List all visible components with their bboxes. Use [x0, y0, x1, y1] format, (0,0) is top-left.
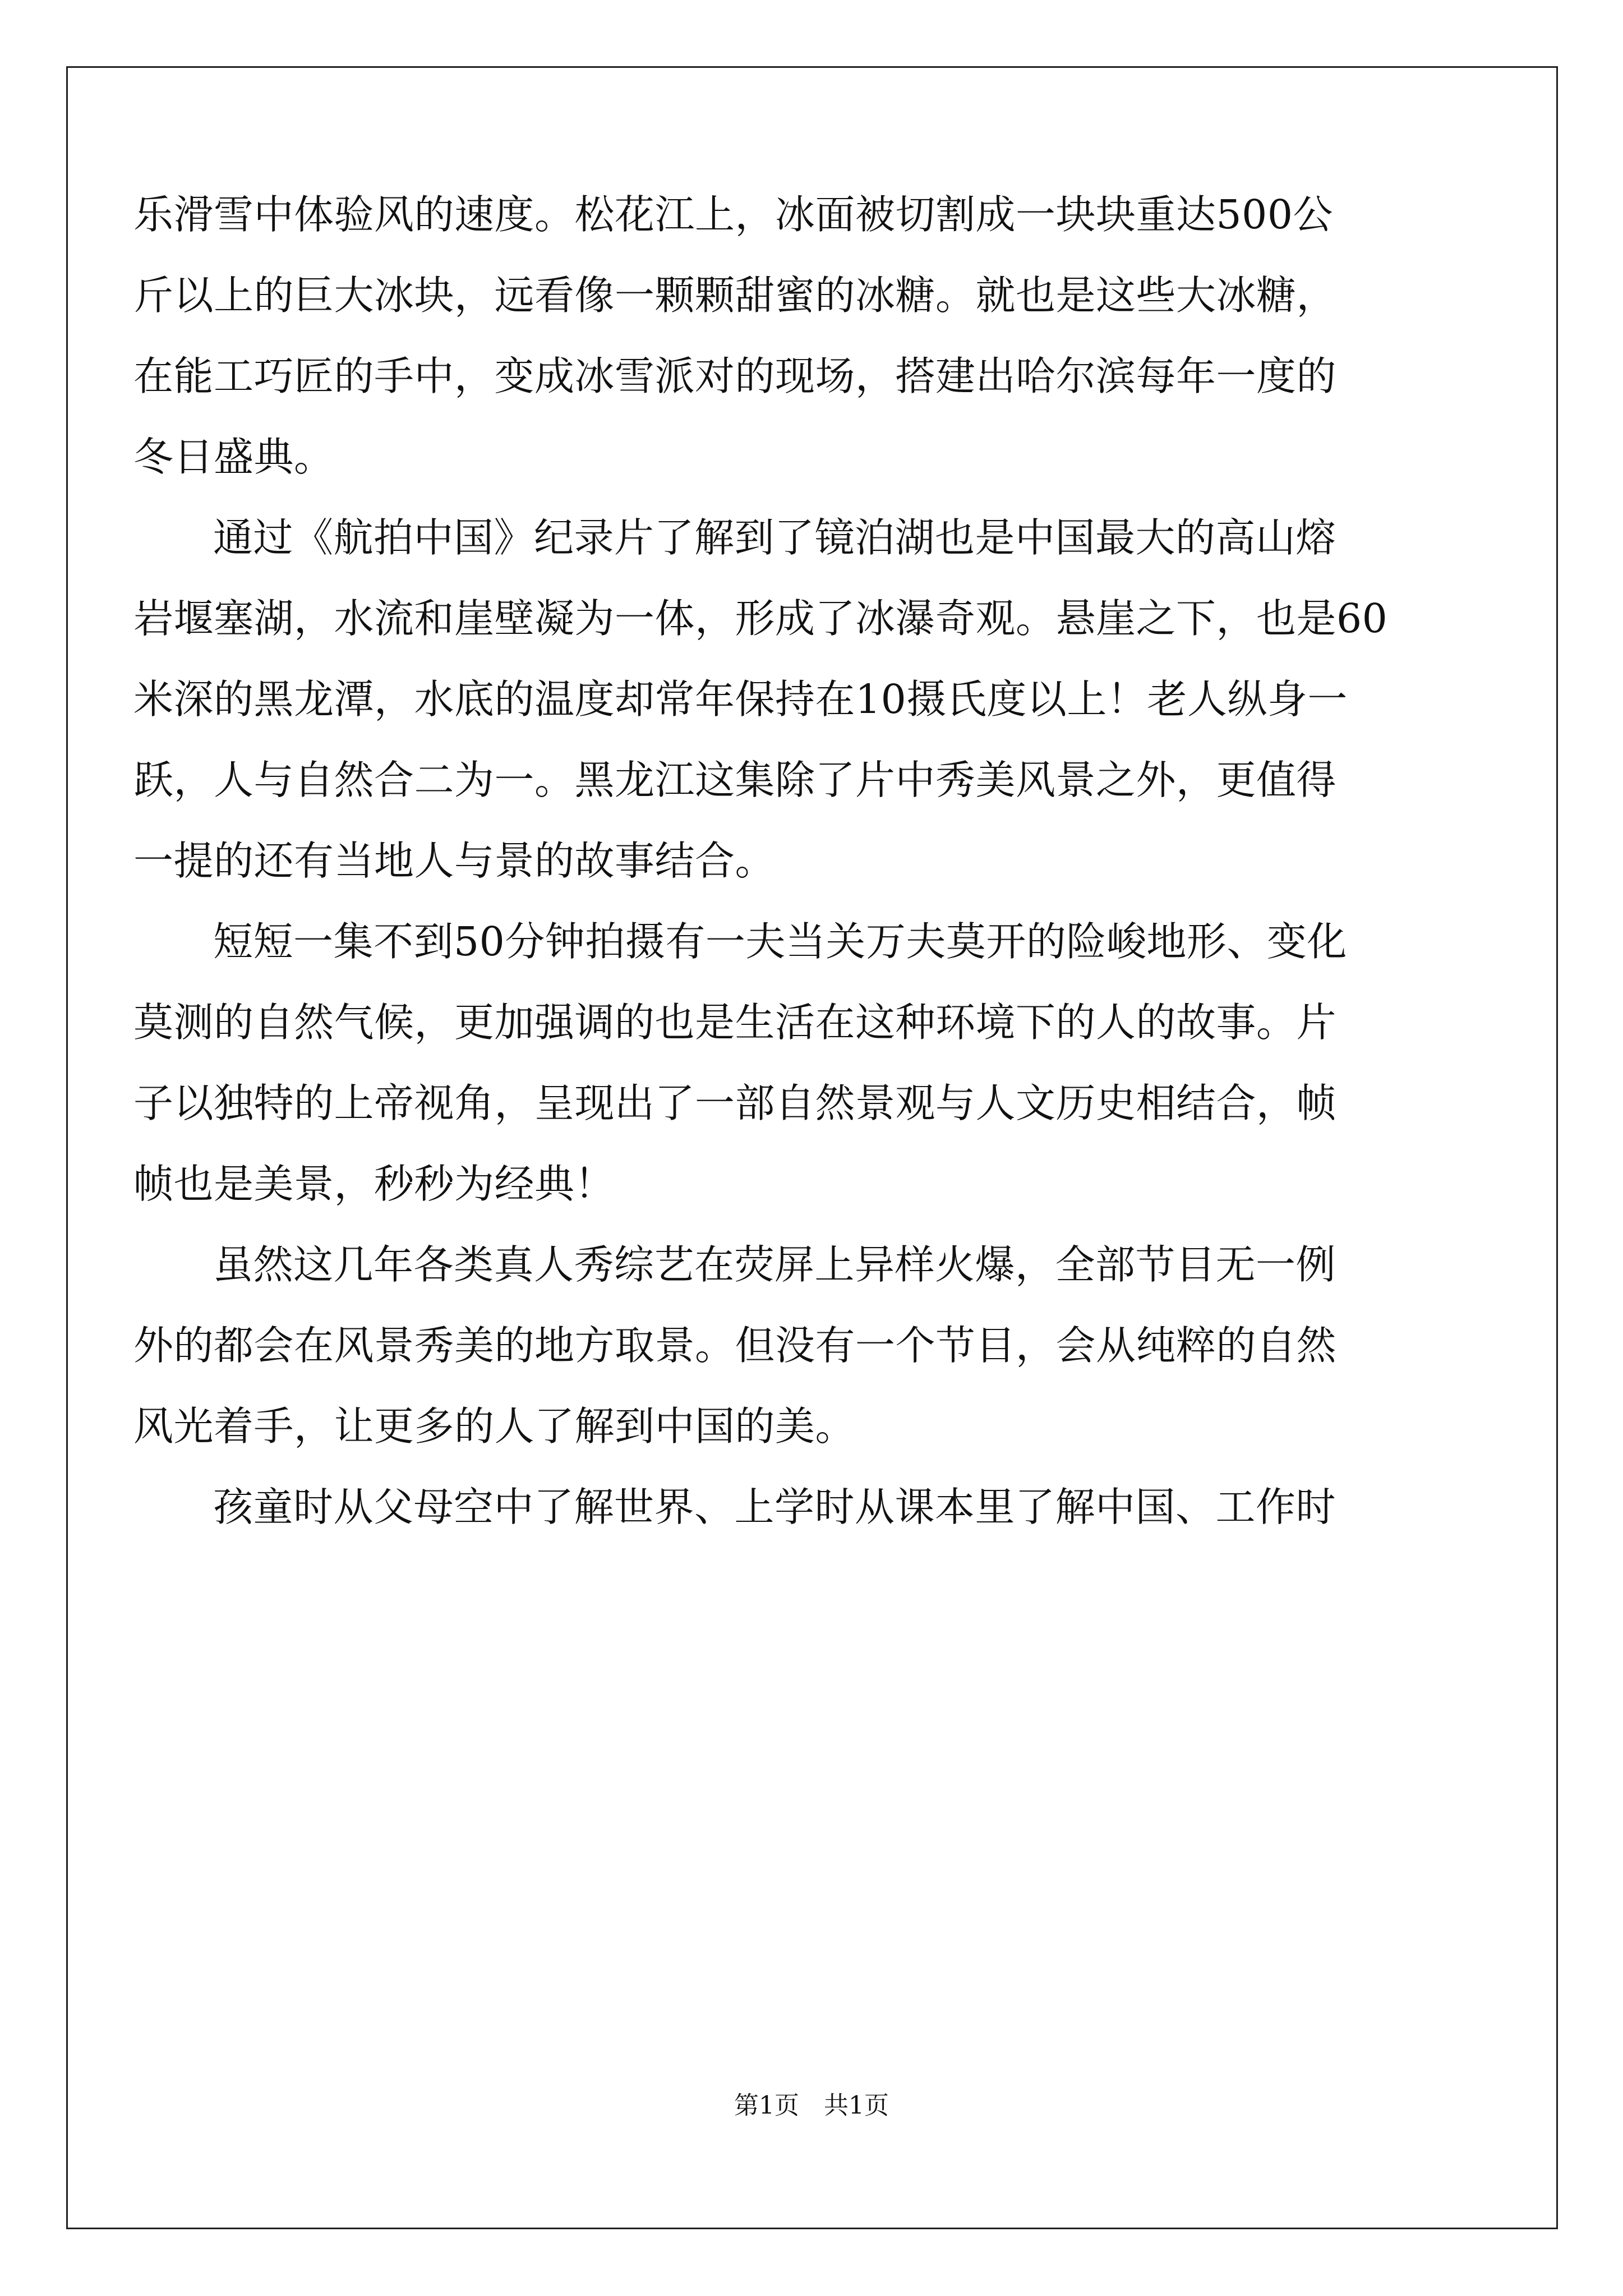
text-line: 子以独特的上帝视角，呈现出了一部自然景观与人文历史相结合，帧 [133, 1080, 1337, 1126]
text-line: 米深的黑龙潭，水底的温度却常年保持在10摄氏度以上！老人纵身一 [133, 676, 1348, 723]
text-line: 乐滑雪中体验风的速度。松花江上，冰面被切割成一块块重达500公 [133, 191, 1334, 238]
text-line: 通过《航拍中国》纪录片了解到了镜泊湖也是中国最大的高山熔 [213, 514, 1336, 561]
text-line: 跃，人与自然合二为一。黑龙江这集除了片中秀美风景之外，更值得 [133, 757, 1337, 803]
text-line: 在能工巧匠的手中，变成冰雪派对的现场，搭建出哈尔滨每年一度的 [133, 353, 1337, 399]
page-footer [0, 2091, 1623, 2120]
text-line: 岩堰塞湖，水流和崖壁凝为一体，形成了冰瀑奇观。悬崖之下，也是60 [133, 595, 1388, 642]
text-line: 斤以上的巨大冰块，远看像一颗颗甜蜜的冰糖。就也是这些大冰糖， [133, 272, 1337, 319]
text-line: 短短一集不到50分钟拍摄有一夫当关万夫莫开的险峻地形、变化 [213, 918, 1347, 965]
document-body [133, 191, 1446, 1530]
text-line: 外的都会在风景秀美的地方取景。但没有一个节目，会从纯粹的自然 [133, 1322, 1337, 1369]
page-number: 第1页 [734, 2091, 799, 2120]
text-line: 一提的还有当地人与景的故事结合。 [133, 838, 776, 884]
text-line: 风光着手，让更多的人了解到中国的美。 [133, 1403, 856, 1450]
text-line: 帧也是美景，秒秒为经典！ [133, 1161, 615, 1207]
text-line: 孩童时从父母空中了解世界、上学时从课本里了解中国、工作时 [213, 1484, 1336, 1530]
text-line: 冬日盛典。 [133, 434, 334, 480]
text-line: 莫测的自然气候，更加强调的也是生活在这种环境下的人的故事。片 [133, 999, 1337, 1046]
text-line: 虽然这几年各类真人秀综艺在荧屏上异样火爆，全部节目无一例 [213, 1241, 1336, 1288]
page-total: 共1页 [824, 2091, 889, 2120]
